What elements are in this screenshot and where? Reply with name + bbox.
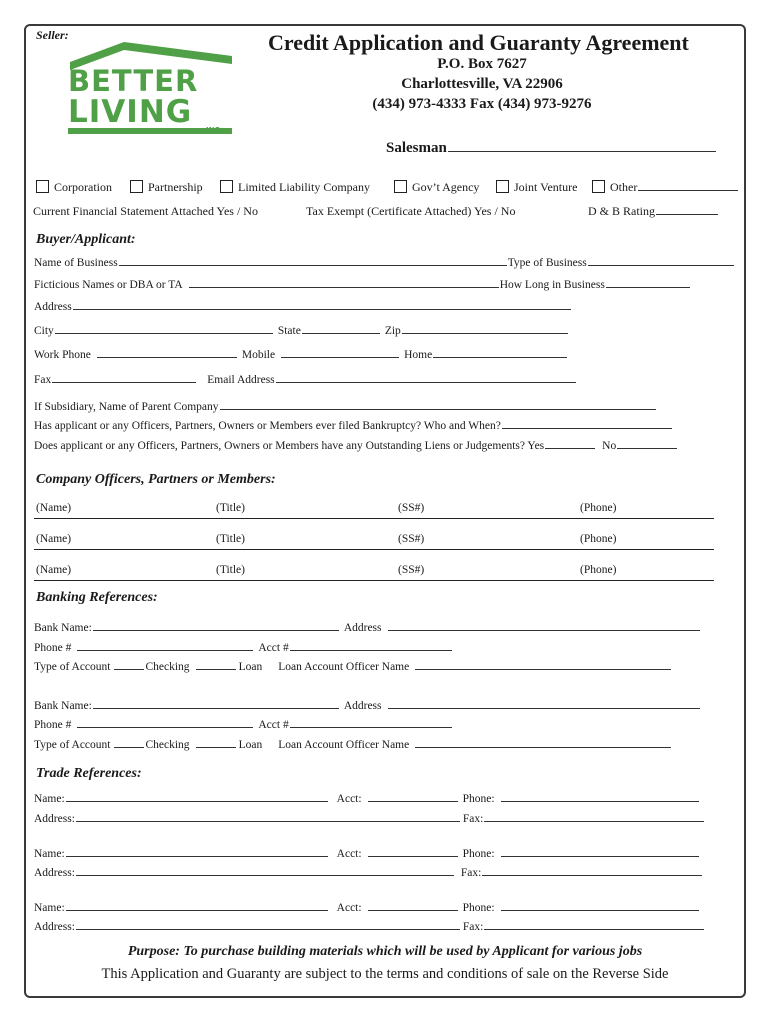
liens-yes-field[interactable] — [545, 438, 595, 449]
officer-row-3-name: (Name) — [36, 564, 72, 576]
trade3-acct-field[interactable] — [368, 900, 458, 911]
officer-row-1-line[interactable] — [34, 518, 714, 519]
address-field[interactable] — [73, 299, 571, 310]
trade1-address-field[interactable] — [76, 811, 460, 822]
bank2-address-field[interactable] — [388, 698, 700, 709]
bank2-checking-field[interactable] — [114, 737, 144, 748]
logo-line2: LIVING — [68, 94, 193, 130]
bank1-checking-field[interactable] — [114, 659, 144, 670]
type-of-business-field[interactable] — [588, 255, 734, 266]
bank1-loan-field[interactable] — [196, 659, 236, 670]
dba-field[interactable] — [189, 277, 499, 288]
officer-row-2-name: (Name) — [36, 533, 72, 545]
bank1-name-field[interactable] — [93, 620, 339, 631]
bank1-phone-field[interactable] — [77, 640, 253, 651]
purpose-statement: Purpose: To purchase building materials which will be used by Applicant for various jobs — [127, 944, 643, 959]
trade-heading: Trade References: — [36, 766, 142, 781]
officers-heading: Company Officers, Partners or Members: — [36, 472, 276, 487]
trade3-fax-field[interactable] — [484, 919, 704, 930]
trade1-fax-field[interactable] — [484, 811, 704, 822]
officer-row-3-title: (Title) — [216, 564, 245, 576]
officer-row-1-phone: (Phone) — [580, 502, 617, 514]
zip-field[interactable] — [402, 323, 568, 334]
officer-row-1-title: (Title) — [216, 502, 245, 514]
officer-row-3-phone: (Phone) — [580, 564, 617, 576]
db-rating-label: D & B Rating — [588, 204, 656, 218]
officer-row-3-line[interactable] — [34, 580, 714, 581]
how-long-field[interactable] — [606, 277, 690, 288]
bank2-officer-field[interactable] — [415, 737, 671, 748]
officer-row-1-ss: (SS#) — [398, 502, 425, 514]
trade3-name-field[interactable] — [66, 900, 328, 911]
officer-row-1-name: (Name) — [36, 502, 72, 514]
name-of-business-field[interactable] — [119, 255, 507, 266]
trade2-name-field[interactable] — [66, 846, 328, 857]
terms-statement: This Application and Guaranty are subject to the terms and conditions of sale on the Reverse Side — [101, 966, 669, 982]
entity-govt-agency[interactable]: Gov’t Agency — [394, 180, 479, 195]
mobile-field[interactable] — [281, 347, 399, 358]
home-field[interactable] — [433, 347, 567, 358]
entity-corporation[interactable]: Corporation — [36, 180, 112, 195]
other-field[interactable] — [638, 180, 738, 191]
trade2-phone-field[interactable] — [501, 846, 699, 857]
officer-row-3-ss: (SS#) — [398, 564, 425, 576]
officer-row-2-line[interactable] — [34, 549, 714, 550]
trade3-phone-field[interactable] — [501, 900, 699, 911]
trade2-acct-field[interactable] — [368, 846, 458, 857]
logo-line1: BETTER — [68, 64, 199, 98]
officer-row-2-title: (Title) — [216, 533, 245, 545]
bank1-officer-field[interactable] — [415, 659, 671, 670]
state-field[interactable] — [302, 323, 380, 334]
city-field[interactable] — [55, 323, 273, 334]
address-line1: P.O. Box 7627 — [437, 56, 527, 72]
tax-exempt: Tax Exempt (Certificate Attached) Yes / No — [306, 204, 516, 218]
phone-fax: (434) 973-4333 Fax (434) 973-9276 — [372, 96, 592, 112]
fax-field[interactable] — [52, 372, 196, 383]
bankruptcy-field[interactable] — [502, 418, 672, 429]
entity-llc[interactable]: Limited Liability Company — [220, 180, 370, 195]
checkbox-icon[interactable] — [394, 180, 407, 193]
bank2-loan-field[interactable] — [196, 737, 236, 748]
salesman-field[interactable] — [448, 141, 716, 152]
seller-label: Seller: — [36, 28, 69, 42]
bank2-acct-field[interactable] — [290, 717, 452, 728]
trade2-address-field[interactable] — [76, 865, 454, 876]
checkbox-icon[interactable] — [220, 180, 233, 193]
better-living-logo — [64, 40, 236, 140]
financial-statement: Current Financial Statement Attached Yes / No — [33, 204, 258, 218]
trade1-phone-field[interactable] — [501, 791, 699, 802]
form-title: Credit Application and Guaranty Agreement — [268, 30, 689, 55]
checkbox-icon[interactable] — [592, 180, 605, 193]
logo-suffix: INC. — [206, 126, 223, 134]
trade1-name-field[interactable] — [66, 791, 328, 802]
checkbox-icon[interactable] — [130, 180, 143, 193]
officer-row-2-ss: (SS#) — [398, 533, 425, 545]
db-rating-field[interactable] — [656, 204, 718, 215]
checkbox-icon[interactable] — [496, 180, 509, 193]
entity-partnership[interactable]: Partnership — [130, 180, 203, 195]
parent-company-field[interactable] — [220, 399, 656, 410]
entity-other[interactable]: Other — [592, 180, 739, 195]
trade3-address-field[interactable] — [76, 919, 460, 930]
liens-no-field[interactable] — [617, 438, 677, 449]
entity-joint-venture[interactable]: Joint Venture — [496, 180, 577, 195]
trade2-fax-field[interactable] — [482, 865, 702, 876]
officer-row-2-phone: (Phone) — [580, 533, 617, 545]
salesman-label: Salesman — [386, 140, 447, 156]
checkbox-icon[interactable] — [36, 180, 49, 193]
buyer-heading: Buyer/Applicant: — [36, 232, 136, 247]
email-field[interactable] — [276, 372, 576, 383]
trade1-acct-field[interactable] — [368, 791, 458, 802]
bank1-address-field[interactable] — [388, 620, 700, 631]
work-phone-field[interactable] — [97, 347, 237, 358]
banking-heading: Banking References: — [36, 590, 158, 605]
bank2-phone-field[interactable] — [77, 717, 253, 728]
address-line2: Charlottesville, VA 22906 — [401, 76, 563, 92]
bank2-name-field[interactable] — [93, 698, 339, 709]
bank1-acct-field[interactable] — [290, 640, 452, 651]
